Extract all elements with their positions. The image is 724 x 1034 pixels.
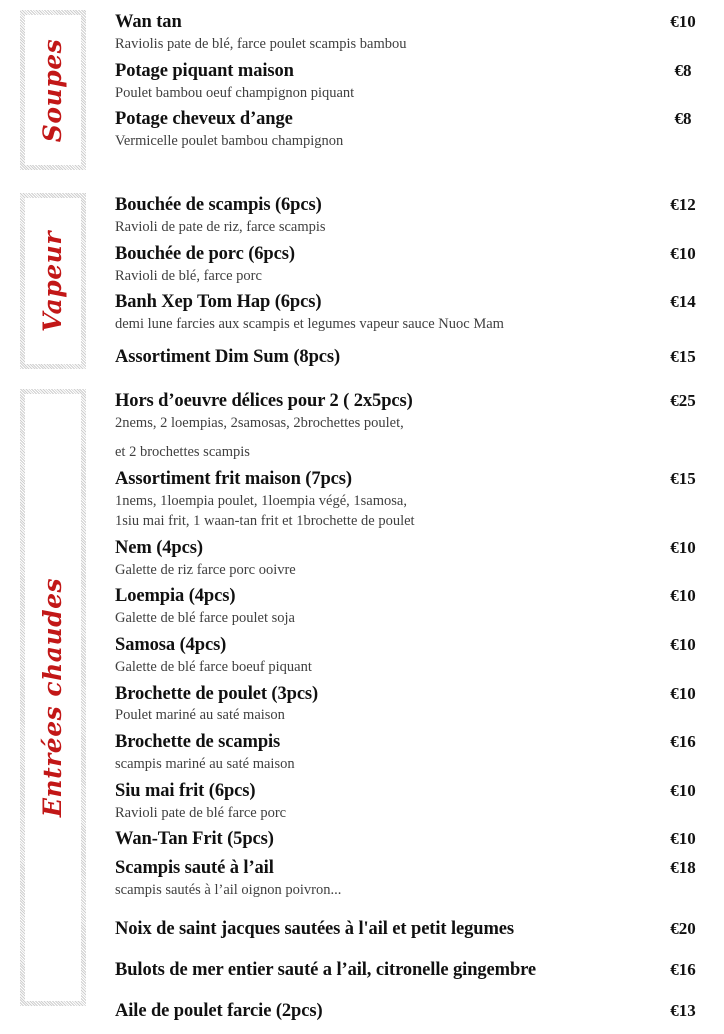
section-label-vapeur: Vapeur (38, 230, 68, 332)
menu-item-description-line: Galette de blé farce poulet soja (115, 610, 295, 627)
menu-item-price: €10 (670, 829, 696, 849)
menu-section-vapeur (0, 193, 724, 370)
menu-item-description-line: Ravioli de pate de riz, farce scampis (115, 218, 326, 235)
menu-item-price: €16 (670, 959, 696, 979)
menu-item (115, 633, 720, 678)
menu-item-head (115, 389, 720, 414)
section-items-soupes (86, 10, 724, 170)
menu-item-description (115, 131, 720, 152)
menu-item-price: €10 (670, 12, 696, 31)
menu-item-head (115, 958, 720, 983)
menu-item-name: Bulots de mer entier sauté a l’ail, citronelle gingembre (115, 959, 537, 980)
menu-item-name: Assortiment frit maison (7pcs) (115, 468, 352, 489)
menu-item-description-line: 1nems, 1loempia poulet, 1loempia végé, 1samosa, (115, 492, 407, 509)
menu-item-name: Potage cheveux d’ange (115, 109, 293, 130)
section-label-box-soupes (20, 10, 86, 170)
menu-section-soupes (0, 10, 724, 170)
menu-item-head (115, 779, 720, 804)
menu-item-price: €8 (674, 60, 692, 80)
menu-item-price: €10 (670, 537, 696, 557)
menu-item-head (115, 10, 720, 35)
menu-item-description (115, 803, 720, 824)
menu-item-head (115, 730, 720, 755)
menu-item-price: €10 (670, 634, 696, 654)
menu-item-head (115, 856, 720, 881)
menu-item-head (115, 242, 720, 267)
section-items-entrees (86, 389, 724, 1024)
menu-item-head (115, 467, 720, 492)
menu-item-description-line: Galette de blé farce boeuf piquant (115, 658, 312, 675)
menu-item-name: Brochette de scampis (115, 732, 281, 753)
menu-item-description-line: scampis mariné au saté maison (115, 756, 295, 773)
menu-item-price: €8 (674, 109, 692, 129)
menu-item-name: Wan-Tan Frit (5pcs) (115, 829, 274, 850)
menu-item-head (115, 59, 720, 84)
menu-item-description (115, 754, 720, 775)
menu-item-name: Siu mai frit (6pcs) (115, 780, 256, 801)
menu-item (115, 59, 720, 104)
menu-item-head (115, 193, 720, 218)
menu-item-name: Assortiment Dim Sum (8pcs) (115, 346, 341, 367)
menu-item-description (115, 413, 720, 463)
menu-item (115, 467, 720, 532)
menu-item (115, 107, 720, 152)
menu-item (115, 10, 720, 55)
menu-item-description-line: et 2 brochettes scampis (115, 444, 250, 461)
menu-item-name: Nem (4pcs) (115, 537, 203, 558)
menu-item-name: Bouchée de porc (6pcs) (115, 243, 295, 264)
menu-item-head (115, 682, 720, 707)
menu-item (115, 584, 720, 629)
menu-item (115, 536, 720, 581)
menu-item-head (115, 290, 720, 315)
menu-item-head (115, 999, 720, 1024)
menu-item-name: Hors d’oeuvre délices pour 2 ( 2x5pcs) (115, 390, 413, 411)
menu-item-description-line: Poulet bambou oeuf champignon piquant (115, 84, 355, 101)
menu-item-description-line: Ravioli de blé, farce porc (115, 267, 262, 284)
menu-item-name: Loempia (4pcs) (115, 586, 236, 607)
menu-item-description-line: Ravioli pate de blé farce porc (115, 804, 287, 821)
menu-item-price: €10 (670, 683, 696, 703)
menu-item-head (115, 536, 720, 561)
menu-item-description (115, 560, 720, 581)
menu-item-name: Banh Xep Tom Hap (6pcs) (115, 292, 322, 313)
menu-item-head (115, 827, 720, 852)
menu-item-name: Wan tan (115, 12, 182, 32)
menu-item (115, 827, 720, 852)
menu-item (115, 290, 720, 335)
menu-item (115, 389, 720, 463)
menu-item-name: Bouchée de scampis (6pcs) (115, 195, 322, 215)
menu-item (115, 242, 720, 287)
menu-item-description-line: Poulet mariné au saté maison (115, 707, 285, 724)
menu-item-head (115, 633, 720, 658)
menu-item-description-line: Galette de riz farce porc ooivre (115, 561, 296, 578)
section-label-box-vapeur (20, 193, 86, 369)
menu-item-description (115, 491, 720, 532)
menu-item-name: Brochette de poulet (3pcs) (115, 683, 319, 704)
menu-item (115, 730, 720, 775)
menu-item-price: €20 (670, 918, 696, 938)
menu-item-description (115, 83, 720, 104)
menu-item-name: Noix de saint jacques sautées à l'ail et petit legumes (115, 918, 514, 939)
menu-item-description-line: Raviolis pate de blé, farce poulet scampis bambou (115, 35, 407, 52)
menu-item-description (115, 217, 720, 238)
menu-item-price: €14 (670, 292, 696, 312)
menu-item-price: €10 (670, 586, 696, 606)
menu-item-price: €13 (670, 1000, 696, 1020)
menu-item (115, 958, 720, 983)
menu-item-description-line: scampis sautés à l’ail oignon poivron... (115, 882, 342, 899)
menu-item-name: Potage piquant maison (115, 60, 294, 81)
menu-item-head (115, 107, 720, 132)
menu-item-price: €10 (670, 243, 696, 263)
menu-item-description (115, 266, 720, 287)
menu-item-description (115, 34, 720, 55)
menu-item-description (115, 608, 720, 629)
menu-item-price: €16 (670, 732, 696, 752)
menu-item-description (115, 705, 720, 726)
menu-item (115, 779, 720, 824)
section-label-soupes: Soupes (38, 38, 68, 142)
menu-item-price: €18 (670, 858, 696, 878)
menu-item-description (115, 314, 720, 335)
menu-item-description-line: demi lune farcies aux scampis et legumes vapeur sauce Nuoc Mam (115, 316, 504, 333)
menu-item-price: €15 (670, 468, 696, 488)
menu-item-description (115, 880, 720, 901)
menu-item-price: €12 (670, 195, 696, 214)
menu-item (115, 682, 720, 727)
menu-item-head (115, 345, 720, 370)
menu-item (115, 193, 720, 238)
section-label-entrees: Entrées chaudes (38, 577, 68, 817)
menu-item-price: €25 (670, 390, 696, 410)
menu-item-price: €10 (670, 780, 696, 800)
menu-item-price: €15 (670, 346, 696, 366)
menu-page (0, 10, 724, 1034)
menu-item-description (115, 657, 720, 678)
menu-item-head (115, 584, 720, 609)
menu-item-name: Aile de poulet farcie (2pcs) (115, 1000, 323, 1021)
menu-item-description-line: 1siu mai frit, 1 waan-tan frit et 1brochette de poulet (115, 513, 415, 530)
menu-item-name: Scampis sauté à l’ail (115, 858, 274, 879)
menu-item (115, 999, 720, 1024)
menu-item (115, 856, 720, 901)
menu-item-name: Samosa (4pcs) (115, 634, 227, 655)
menu-item-head (115, 917, 720, 942)
menu-item-description-line: 2nems, 2 loempias, 2samosas, 2brochettes poulet, (115, 414, 404, 431)
menu-item-description-line: Vermicelle poulet bambou champignon (115, 133, 344, 150)
menu-item (115, 345, 720, 370)
menu-section-entrees (0, 389, 724, 1024)
section-label-box-entrees (20, 389, 86, 1006)
section-items-vapeur (86, 193, 724, 370)
menu-item (115, 917, 720, 942)
